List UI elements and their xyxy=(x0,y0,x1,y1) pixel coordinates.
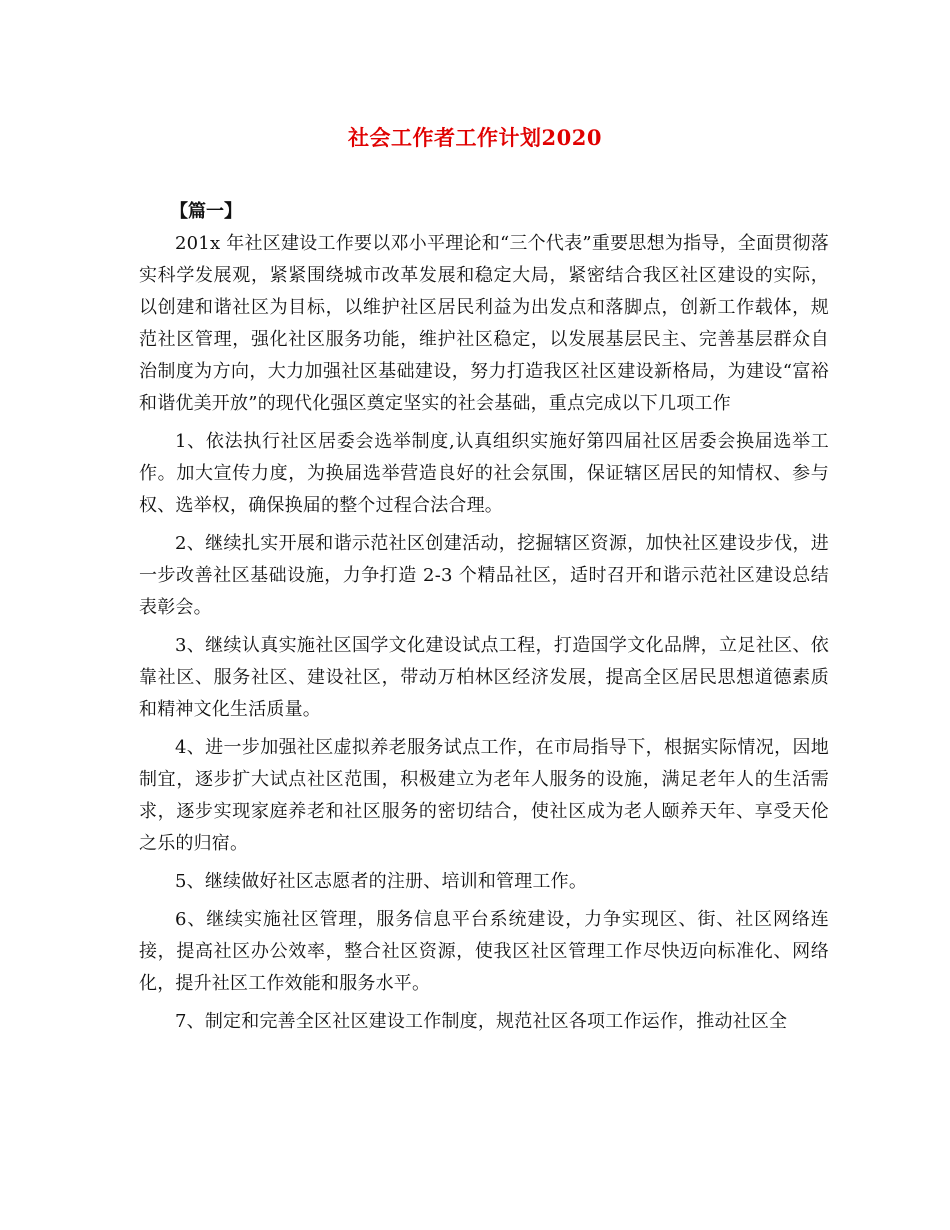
document-title: 社会工作者工作计划2020 xyxy=(348,125,602,150)
paragraph-item-2: 2、继续扎实开展和谐示范社区创建活动，挖掘辖区资源，加快社区建设步伐，进一步改善社区基础设施，力争打造 2-3 个精品社区，适时召开和谐示范社区建设总结表彰会。 xyxy=(139,533,829,618)
paragraph-item-3: 3、继续认真实施社区国学文化建设试点工程，打造国学文化品牌，立足社区、依靠社区、服务社区、建设社区，带动万柏林区经济发展，提高全区居民思想道德素质和精神文化生活质量。 xyxy=(139,635,829,720)
paragraph-item-1: 1、依法执行社区居委会选举制度,认真组织实施好第四届社区居委会换届选举工作。加大宣传力度，为换届选举营造良好的社会氛围，保证辖区居民的知情权、参与权、选举权，确保换届的整个过程合法合理。 xyxy=(139,431,829,516)
paragraph-intro: 201x 年社区建设工作要以邓小平理论和“三个代表”重要思想为指导，全面贯彻落实科学发展观，紧紧围绕城市改革发展和稳定大局，紧密结合我区社区建设的实际，以创建和谐社区为目标，以维护社区居民利益为出发点和落脚点，创新工作载体，规范社区管理，强化社区服务功能，维护社区稳定，以发展基层民主、完善基层群众自治制度为方向，大力加强社区基础建设，努力打造我区社区建设新格局，为建设“富裕和谐优美开放”的现代化强区奠定坚实的社会基础，重点完成以下几项工作 xyxy=(139,233,829,414)
paragraph-item-4: 4、进一步加强社区虚拟养老服务试点工作，在市局指导下，根据实际情况，因地制宜，逐步扩大试点社区范围，积极建立为老年人服务的设施，满足老年人的生活需求，逐步实现家庭养老和社区服务的密切结合，使社区成为老人颐养天年、享受天伦之乐的归宿。 xyxy=(139,737,829,854)
paragraph-item-6: 6、继续实施社区管理，服务信息平台系统建设，力争实现区、街、社区网络连接，提高社区办公效率，整合社区资源，使我区社区管理工作尽快迈向标准化、网络化，提升社区工作效能和服务水平。 xyxy=(139,909,829,994)
document-body xyxy=(139,228,829,1044)
section-label: 【篇一】 xyxy=(170,201,242,222)
paragraph-item-5: 5、继续做好社区志愿者的注册、培训和管理工作。 xyxy=(175,871,588,892)
paragraph-item-7: 7、制定和完善全区社区建设工作制度，规范社区各项工作运作，推动社区全 xyxy=(175,1011,788,1032)
